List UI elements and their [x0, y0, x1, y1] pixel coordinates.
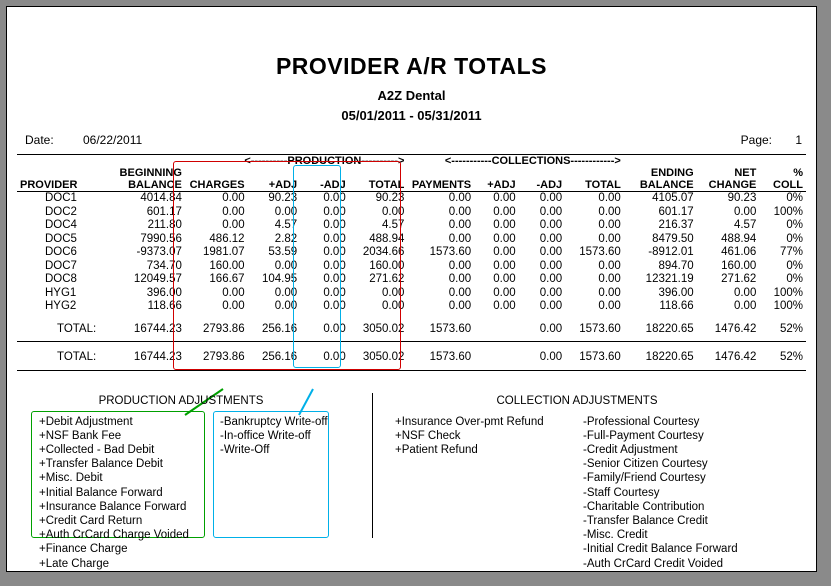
legend-item: +Collected - Bad Debit — [39, 443, 155, 456]
col-beginning-balance — [106, 167, 185, 192]
collection-plus-list — [395, 415, 544, 458]
legend-item: +Credit Card Return — [39, 514, 143, 527]
total-cell: 16744.23 — [133, 322, 182, 335]
totals-table-wrap — [17, 155, 806, 371]
row-cell: 0.00 — [733, 300, 757, 312]
legend-item: -Professional Courtesy — [583, 415, 700, 428]
row-cell: 216.37 — [658, 219, 694, 231]
row-cell: 100% — [773, 205, 803, 218]
col-net-change — [697, 167, 760, 192]
total-cell: 0.00 — [323, 322, 346, 335]
row-cell: 160.00 — [209, 259, 245, 272]
row-cell: 0.00 — [493, 205, 516, 218]
row-cell: 0.00 — [493, 300, 516, 312]
legend-item: -Auth CrCard Credit Voided — [583, 557, 723, 570]
row-cell: 166.67 — [209, 273, 245, 285]
col-coll-plus-adj: +ADJ — [474, 167, 519, 192]
production-minus-list — [220, 415, 328, 458]
table-row — [17, 233, 806, 247]
row-cell: 461.06 — [721, 246, 757, 258]
row-cell: 0.00 — [539, 192, 563, 204]
legend-item: -Initial Credit Balance Forward — [583, 543, 738, 556]
date-label: Date: — [25, 133, 54, 147]
row-provider: DOC6 — [45, 246, 77, 258]
row-cell: 4.57 — [274, 219, 298, 231]
practice-name: A2Z Dental — [377, 88, 446, 103]
legend-item: +Initial Balance Forward — [39, 486, 163, 499]
col-prod-total: TOTAL — [349, 167, 408, 192]
total-cell: 1476.42 — [714, 351, 757, 363]
page-value: 1 — [795, 133, 802, 147]
row-cell: 0.00 — [539, 205, 563, 218]
row-cell: 0.00 — [598, 219, 621, 231]
row-cell: 894.70 — [658, 259, 694, 272]
page-label: Page: — [740, 133, 772, 147]
row-cell: 0.00 — [598, 232, 621, 245]
row-provider: DOC1 — [45, 192, 77, 204]
legend-item: -Credit Adjustment — [583, 443, 678, 456]
total-cell: 0.00 — [539, 322, 563, 335]
row-cell: 118.66 — [147, 300, 182, 312]
total-cell: 1573.60 — [429, 351, 472, 363]
row-cell: -9373.07 — [136, 246, 182, 258]
row-cell: 0.00 — [493, 259, 516, 272]
col-prod-minus-adj: -ADJ — [300, 167, 349, 192]
row-cell: 0.00 — [598, 300, 621, 312]
row-cell: 0.00 — [448, 219, 472, 231]
collection-adjustments-title: COLLECTION ADJUSTMENTS — [496, 394, 658, 407]
row-cell: 0.00 — [598, 205, 621, 218]
row-cell: 0.00 — [493, 286, 516, 299]
col-pct-coll-l1: % — [793, 167, 803, 179]
row-cell: 0.00 — [323, 246, 346, 258]
legend-item: +Finance Charge — [39, 543, 128, 556]
row-cell: 104.95 — [262, 273, 298, 285]
row-cell: 0.00 — [448, 300, 472, 312]
total-cell: 52% — [779, 351, 803, 363]
col-beginning-balance-l2: BALANCE — [128, 179, 182, 191]
legend-item: +Misc. Debit — [39, 472, 103, 485]
group-header-collections: <-----------COLLECTIONS------------> — [444, 155, 621, 167]
row-cell: 53.59 — [268, 246, 298, 258]
total-label: TOTAL: — [57, 351, 97, 363]
total-cell: 1573.60 — [429, 322, 472, 335]
row-cell: 4.57 — [382, 219, 405, 231]
row-cell: 0% — [786, 259, 803, 272]
row-cell: 601.17 — [658, 205, 694, 218]
col-ending-balance-l1: ENDING — [650, 167, 694, 179]
legend-item: +Transfer Balance Debit — [39, 458, 163, 471]
legend-item: +Late Charge — [39, 557, 110, 570]
total-cell: 3050.02 — [362, 322, 405, 335]
collection-minus-list — [583, 415, 738, 571]
col-pct-coll — [759, 167, 806, 192]
row-cell: 0.00 — [539, 232, 563, 245]
legend-item: -Charitable Contribution — [583, 500, 705, 513]
row-cell: 90.23 — [727, 192, 757, 204]
row-cell: 0% — [786, 232, 803, 245]
legend-item: +Patient Refund — [395, 443, 478, 456]
report-meta — [7, 133, 816, 151]
total-cell — [474, 321, 519, 339]
legend-item: -Family/Friend Courtesy — [583, 472, 706, 485]
row-cell: 486.12 — [209, 232, 245, 245]
row-cell: 12049.57 — [133, 273, 182, 285]
total-cell: 18220.65 — [645, 351, 694, 363]
total-cell: 256.16 — [262, 322, 298, 335]
legend-item: +NSF Bank Fee — [39, 429, 122, 442]
group-header-row — [17, 155, 806, 167]
row-cell: 118.66 — [659, 300, 694, 312]
row-cell: 0.00 — [493, 246, 516, 258]
row-cell: 0.00 — [222, 192, 245, 204]
table-row — [17, 273, 806, 287]
row-cell: 0.00 — [448, 259, 472, 272]
row-cell: 0.00 — [598, 259, 621, 272]
total-cell: 16744.23 — [133, 351, 182, 363]
table-row — [17, 246, 806, 260]
row-cell: 0.00 — [598, 286, 621, 299]
group-header-production: <----------PRODUCTION----------> — [244, 155, 405, 167]
row-cell: 0.00 — [733, 205, 757, 218]
row-cell: 0.00 — [598, 273, 621, 285]
row-cell: 601.17 — [146, 205, 182, 218]
col-beginning-balance-l1: BEGINNING — [119, 167, 182, 179]
legend-item: -In-office Write-off — [220, 429, 311, 442]
table-total-row — [17, 349, 806, 367]
row-cell: 396.00 — [146, 286, 182, 299]
col-pct-coll-l2: COLL — [773, 179, 803, 191]
row-cell: 0.00 — [539, 300, 563, 312]
legend-item: +Auth CrCard Charge Voided — [39, 529, 189, 542]
row-cell: 271.62 — [369, 273, 405, 285]
date-value: 06/22/2011 — [83, 133, 143, 147]
row-cell: 0.00 — [382, 286, 405, 299]
legend-item: -Bankruptcy Write-off — [220, 415, 328, 428]
row-cell: 2.82 — [274, 232, 298, 245]
row-cell: 90.23 — [268, 192, 298, 204]
total-cell: 2793.86 — [203, 322, 245, 335]
row-cell: 0.00 — [323, 273, 346, 285]
row-cell: 0.00 — [274, 300, 298, 312]
row-cell: 0.00 — [222, 205, 245, 218]
row-cell: 0% — [786, 273, 803, 285]
total-divider — [17, 367, 806, 371]
row-cell: 4105.07 — [652, 192, 694, 204]
total-cell: 18220.65 — [645, 322, 694, 335]
col-prod-plus-adj: +ADJ — [248, 167, 301, 192]
row-cell: 1573.60 — [579, 246, 621, 258]
row-cell: 0.00 — [323, 232, 346, 245]
col-provider: PROVIDER — [17, 167, 106, 192]
row-cell: 0.00 — [493, 273, 516, 285]
row-cell: 0.00 — [323, 286, 346, 299]
total-cell: 0.00 — [323, 351, 346, 363]
report-date-range: 05/01/2011 - 05/31/2011 — [341, 108, 482, 123]
row-cell: 211.80 — [147, 219, 182, 231]
row-cell: 1573.60 — [429, 246, 472, 258]
row-cell: 0.00 — [382, 205, 405, 218]
total-cell: 0.00 — [539, 351, 563, 363]
total-cell: 1573.60 — [579, 322, 621, 335]
total-cell: 3050.02 — [362, 351, 405, 363]
col-payments: PAYMENTS — [407, 167, 474, 192]
row-cell: 4.57 — [733, 219, 757, 231]
col-ending-balance-l2: BALANCE — [639, 179, 694, 191]
legend-item: +Debit Adjustment — [39, 415, 133, 428]
total-cell: 256.16 — [262, 351, 298, 363]
row-provider: HYG1 — [45, 286, 77, 299]
col-net-change-l1: NET — [734, 167, 757, 179]
legend-item: -Misc. Credit — [583, 529, 648, 542]
row-cell: 0.00 — [448, 205, 472, 218]
legend-item: -Write-Off — [220, 443, 270, 456]
row-provider: DOC7 — [45, 259, 77, 272]
page-title: PROVIDER A/R TOTALS — [275, 53, 548, 79]
row-cell: 100% — [773, 300, 803, 312]
row-cell: 0.00 — [493, 219, 516, 231]
provider-totals-table — [17, 155, 806, 371]
table-spacer — [17, 342, 806, 350]
total-cell — [474, 349, 519, 367]
production-plus-list — [39, 415, 189, 571]
row-cell: 0.00 — [382, 300, 405, 312]
row-cell: 0.00 — [222, 300, 245, 312]
row-cell: 0.00 — [733, 286, 757, 299]
row-cell: 0.00 — [222, 286, 245, 299]
row-cell: 1981.07 — [203, 246, 245, 258]
row-cell: 0.00 — [222, 219, 245, 231]
row-provider: DOC4 — [45, 219, 77, 231]
col-ending-balance — [624, 167, 697, 192]
table-row — [17, 192, 806, 206]
table-total-row — [17, 321, 806, 339]
row-cell: 0.00 — [493, 232, 516, 245]
table-row — [17, 300, 806, 314]
row-cell: 396.00 — [658, 286, 694, 299]
row-cell: 8479.50 — [652, 232, 694, 245]
row-cell: 0.00 — [323, 259, 346, 272]
row-cell: 0.00 — [323, 192, 346, 204]
row-cell: 0.00 — [323, 205, 346, 218]
total-cell: 52% — [779, 322, 803, 335]
row-cell: 90.23 — [375, 192, 405, 204]
legend-item: -Full-Payment Courtesy — [583, 429, 704, 442]
row-cell: 0.00 — [539, 219, 563, 231]
row-cell: -8912.01 — [648, 246, 694, 258]
row-cell: 0.00 — [539, 273, 563, 285]
total-label: TOTAL: — [57, 322, 97, 335]
column-header-row — [17, 167, 806, 192]
total-cell: 1476.42 — [714, 322, 757, 335]
row-cell: 0.00 — [323, 300, 346, 312]
legend-item: +NSF Check — [395, 429, 461, 442]
table-body — [17, 192, 806, 371]
row-cell: 0.00 — [448, 192, 472, 204]
row-cell: 734.70 — [146, 259, 182, 272]
row-cell: 0.00 — [448, 232, 472, 245]
row-cell: 0.00 — [539, 286, 563, 299]
col-coll-total: TOTAL — [565, 167, 624, 192]
row-provider: DOC8 — [45, 273, 77, 285]
row-provider: DOC2 — [45, 205, 77, 218]
col-net-change-l2: CHANGE — [708, 179, 757, 191]
table-row — [17, 287, 806, 301]
production-adjustments-title: PRODUCTION ADJUSTMENTS — [98, 394, 264, 407]
report-page — [6, 6, 817, 572]
legend-item: -Transfer Balance Credit — [583, 514, 708, 527]
row-cell: 12321.19 — [645, 273, 694, 285]
table-row — [17, 206, 806, 220]
row-cell: 0.00 — [493, 192, 516, 204]
row-cell: 0.00 — [448, 273, 472, 285]
row-cell: 0.00 — [274, 205, 298, 218]
row-provider: HYG2 — [45, 300, 77, 312]
legend-item: +Insurance Balance Forward — [39, 500, 187, 513]
legend-item: -Senior Citizen Courtesy — [583, 458, 708, 471]
row-cell: 0.00 — [448, 286, 472, 299]
legend-item: +Insurance Over-pmt Refund — [395, 415, 544, 428]
table-row — [17, 219, 806, 233]
row-cell: 0.00 — [274, 259, 298, 272]
col-charges: CHARGES — [185, 167, 248, 192]
legend-item: -Staff Courtesy — [583, 486, 660, 499]
total-cell: 1573.60 — [579, 351, 621, 363]
row-cell: 0.00 — [323, 219, 346, 231]
row-cell: 160.00 — [721, 259, 757, 272]
row-cell: 0% — [786, 192, 803, 204]
total-cell: 2793.86 — [203, 351, 245, 363]
row-cell: 0.00 — [274, 286, 298, 299]
row-cell: 100% — [773, 286, 803, 299]
row-cell: 2034.66 — [362, 246, 405, 258]
row-cell: 0% — [786, 219, 803, 231]
row-cell: 488.94 — [369, 232, 405, 245]
row-cell: 0.00 — [539, 259, 563, 272]
row-cell: 488.94 — [721, 232, 757, 245]
row-cell: 4014.84 — [140, 192, 182, 204]
legend-divider — [372, 393, 373, 538]
row-cell: 0.00 — [539, 246, 563, 258]
row-cell: 271.62 — [721, 273, 757, 285]
col-coll-minus-adj: -ADJ — [519, 167, 566, 192]
table-row — [17, 260, 806, 274]
row-cell: 160.00 — [369, 259, 405, 272]
legend-section — [17, 371, 806, 570]
row-cell: 7990.56 — [140, 232, 182, 245]
row-provider: DOC5 — [45, 232, 77, 245]
table-spacer — [17, 314, 806, 321]
row-cell: 77% — [779, 246, 803, 258]
row-cell: 0.00 — [598, 192, 621, 204]
